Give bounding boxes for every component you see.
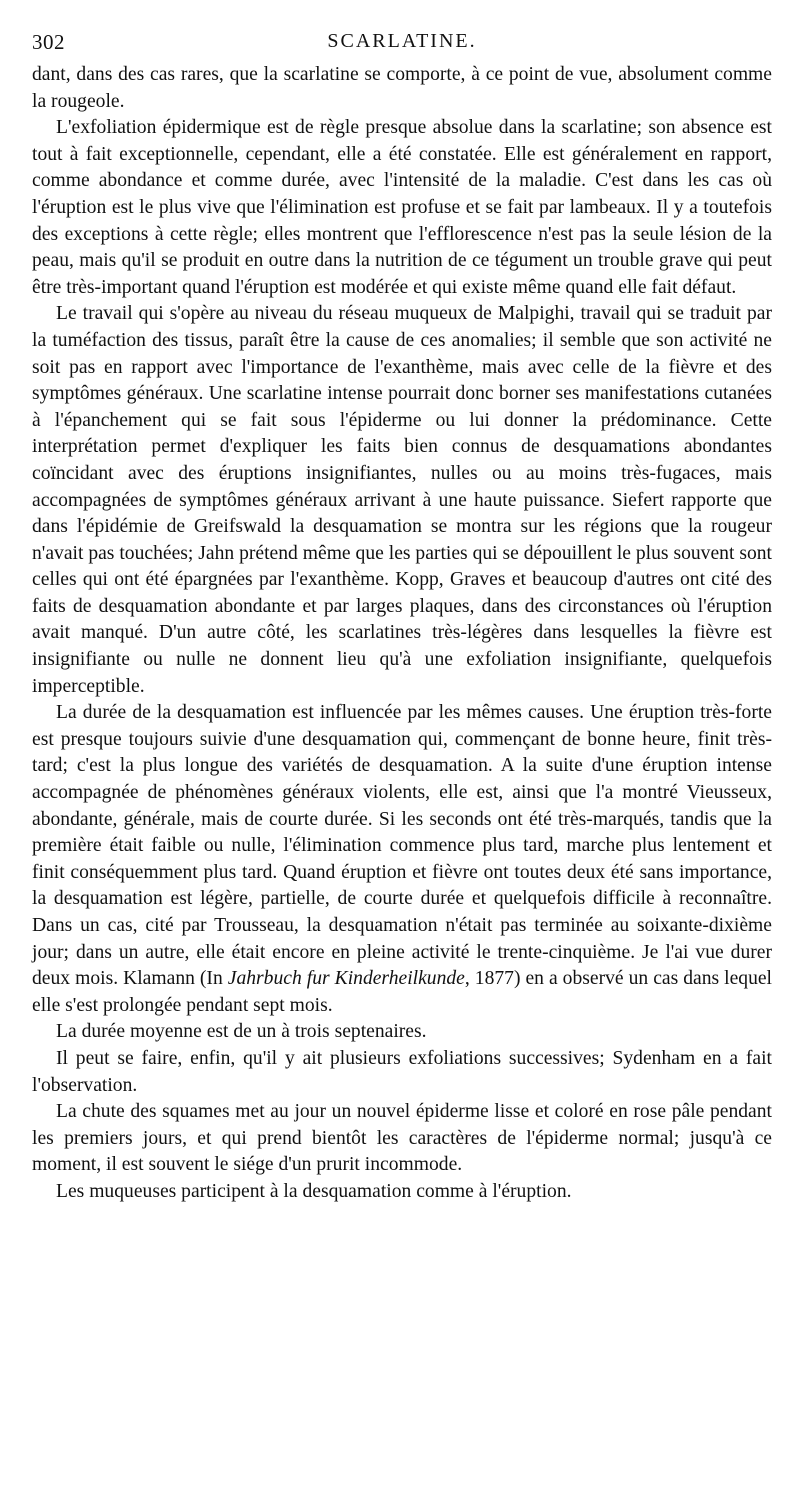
body-text bbox=[32, 62, 772, 1206]
book-page bbox=[32, 30, 772, 1206]
paragraph-mucous-membranes: Les muqueuses participent à la desquamation comme à l'éruption. bbox=[56, 1180, 572, 1202]
running-title: SCARLATINE. bbox=[327, 30, 477, 52]
paragraph-exfoliation: L'exfoliation épidermique est de règle presque absolue dans la scarlatine; son absence est tout à fait exceptionnelle, cependant, elle a été constatée. Elle est généralement en rapport, comme abondance et comme durée, avec l'intensité de la maladie. C'est dans les cas où l'éruption est le plus vive que l'élimination est profuse et se fait par lambeaux. Il y a toutefois des exceptions à cette règle; elles montrent que l'efflorescence n'est pas la seule lésion de la peau, mais qu'il se produit en outre dans la nutrition de ce tégument un trouble grave qui peut être très-important quand l'éruption est modérée et qui existe même quand elle fait défaut. bbox=[32, 117, 772, 298]
paragraph-successive-exfoliations: Il peut se faire, enfin, qu'il y ait plusieurs exfoliations successives; Sydenham en a fait l'observation. bbox=[32, 1047, 772, 1096]
journal-title: Jahrbuch fur Kinderheilkunde bbox=[227, 968, 465, 990]
paragraph-new-epidermis: La chute des squames met au jour un nouvel épiderme lisse et coloré en rose pâle pendant les premiers jours, et qui prend bientôt les caractères de l'épiderme normal; jusqu'à ce moment, il est souvent le siége d'un prurit incommode. bbox=[32, 1101, 772, 1176]
paragraph-duration-text-after: , 1877) en a observé un cas dans lequel elle s'est prolongée pendant sept mois. bbox=[32, 968, 773, 1016]
paragraph-continuation: dant, dans des cas rares, que la scarlatine se comporte, à ce point de vue, absolument comme la rougeole. bbox=[32, 64, 772, 112]
paragraph-duration-text-before: La durée de la desquamation est influencée par les mêmes causes. Une éruption très-forte est presque toujours suivie d'une desquamation qui, commençant de bonne heure, finit très-tard; c'est la plus longue des variétés de desquamation. A la suite d'une éruption intense accompagnée de phénomènes généraux violents, elle est, ainsi que l'a montré Vieusseux, abondante, générale, mais de courte durée. Si les seconds ont été très-marqués, tandis que la première était faible ou nulle, l'élimination commence plus tard, marche plus lentement et finit conséquemment plus tard. Quand éruption et fièvre ont toutes deux été sans importance, la desquamation est légère, partielle, de courte durée et quelquefois difficile à reconnaître. Dans un cas, cité par Trousseau, la desquamation n'était pas terminée au soixante-dixième jour; dans un autre, elle était encore en pleine activité le trente-cinquième. Je l'ai vue durer deux mois. Klamann (In bbox=[32, 702, 772, 990]
paragraph-malpighi: Le travail qui s'opère au niveau du réseau muqueux de Malpighi, travail qui se traduit par la tuméfaction des tissus, paraît être la cause de ces anomalies; il semble que son activité ne soit pas en rapport avec l'importance de l'exanthème, mais avec celle de la fièvre et des symptômes généraux. Une scarlatine intense pourrait donc borner ses manifestations cutanées à l'épanchement qui se fait sous l'épiderme ou lui donner la prédominance. Cette interprétation permet d'expliquer les faits bien connus de desquamations abondantes coïncidant avec des éruptions insignifiantes, nulles ou au moins très-fugaces, mais accompagnées de symptômes généraux arrivant à une haute puissance. Siefert rapporte que dans l'épidémie de Greifswald la desquamation se montra sur les régions que la rougeur n'avait pas touchées; Jahn prétend même que les parties qui se dépouillent le plus souvent sont celles qui ont été épargnées par l'exanthème. Kopp, Graves et beaucoup d'autres ont cité des faits de desquamation abondante et par larges plaques, dans des circonstances où l'éruption avait manqué. D'un autre côté, les scarlatines très-légères dans lesquelles la fièvre est insignifiante ou nulle ne donnent lieu qu'à une exfoliation insignifiante, quelquefois imperceptible. bbox=[32, 303, 772, 697]
paragraph-mean-duration: La durée moyenne est de un à trois septenaires. bbox=[56, 1021, 427, 1043]
paragraph-duration bbox=[32, 700, 772, 1019]
page-number: 302 bbox=[32, 30, 65, 54]
running-head bbox=[32, 30, 772, 56]
